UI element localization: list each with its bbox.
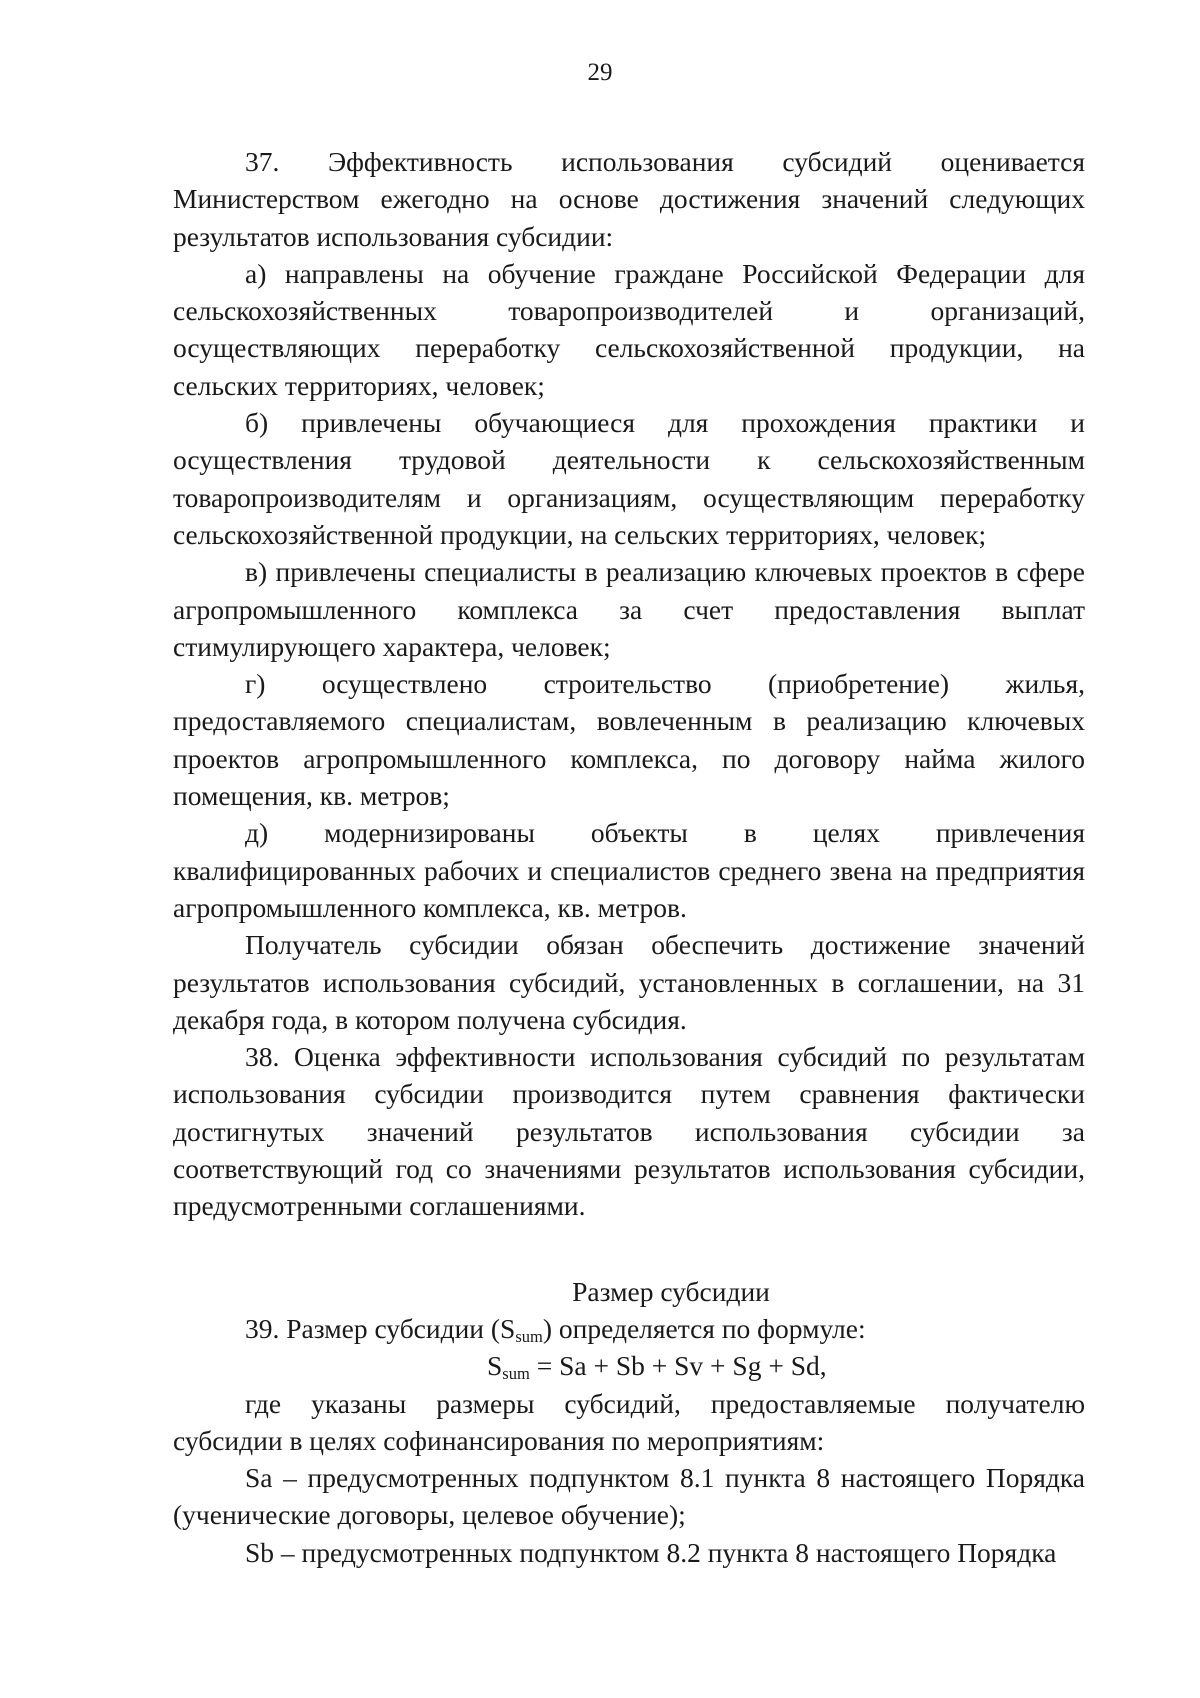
paragraph-where: где указаны размеры субсидий, предоставляемые получателю субсидии в целях софинансирования по мероприятиям: — [173, 1387, 1085, 1456]
paragraph-sa: Sa – предусмотренных подпунктом 8.1 пункта 8 настоящего Порядка (ученические договоры, целевое обучение); — [173, 1462, 1085, 1531]
paragraph-37-d: д) модернизированы объекты в целях привлечения квалифицированных рабочих и специалистов среднего звена на предприятия агропромышленного комплекса, кв. метров. — [173, 817, 1085, 923]
paragraph-37-g: г) осуществлено строительство (приобретение) жилья, предоставляемого специалистам, вовлеченным в реализацию ключевых проектов агропромышленного комплекса, по договору найма жилого помещения, кв. метров; — [173, 668, 1085, 812]
paragraph-39-end: ) определяется по формуле: — [542, 1312, 866, 1344]
paragraph-recipient-obligation: Получатель субсидии обязан обеспечить достижение значений результатов использования субсидий, установленных в соглашении, на 31 декабря года, в котором получена субсидия. — [173, 929, 1085, 1035]
section-heading: Размер субсидии — [572, 1275, 770, 1307]
page-number: 29 — [587, 59, 613, 86]
paragraph-38: 38. Оценка эффективности использования субсидий по результатам использования субсидии производится путем сравнения фактически достигнутых значений результатов использования субсидии за соответствующий год со значениями результатов использования субсидии, предусмотренными соглашениями. — [173, 1041, 1085, 1222]
paragraph-37: 37. Эффективность использования субсидий оценивается Министерством ежегодно на основе достижения значений следующих результатов использования субсидии: — [173, 146, 1085, 252]
formula-symbol: S — [487, 1350, 503, 1382]
paragraph-37-a: а) направлены на обучение граждане Российской Федерации для сельскохозяйственных товаропроизводителей и организаций, осуществляющих переработку сельскохозяйственной продукции, на сельских территориях, человек; — [173, 257, 1085, 401]
paragraph-37-v: в) привлечены специалисты в реализацию ключевых проектов в сфере агропромышленного комплекса за счет предоставления выплат стимулирующего характера, человек; — [173, 556, 1085, 662]
paragraph-39-start: 39. Размер субсидии (S — [245, 1312, 516, 1344]
formula — [173, 1347, 1085, 1384]
document-body — [173, 143, 1085, 1571]
paragraph-sb: Sb – предусмотренных подпунктом 8.2 пункта 8 настоящего Порядка — [245, 1536, 1057, 1568]
paragraph-39-subscript: sum — [515, 1327, 543, 1347]
paragraph-39 — [173, 1310, 1085, 1347]
paragraph-37-b: б) привлечены обучающиеся для прохождения практики и осуществления трудовой деятельности к сельскохозяйственным товаропроизводителям и организациям, осуществляющим переработку сельскохозяйственной продукции, на сельских территориях, человек; — [173, 407, 1085, 550]
formula-rhs: = Sa + Sb + Sv + Sg + Sd, — [529, 1350, 827, 1382]
formula-subscript: sum — [502, 1364, 530, 1384]
